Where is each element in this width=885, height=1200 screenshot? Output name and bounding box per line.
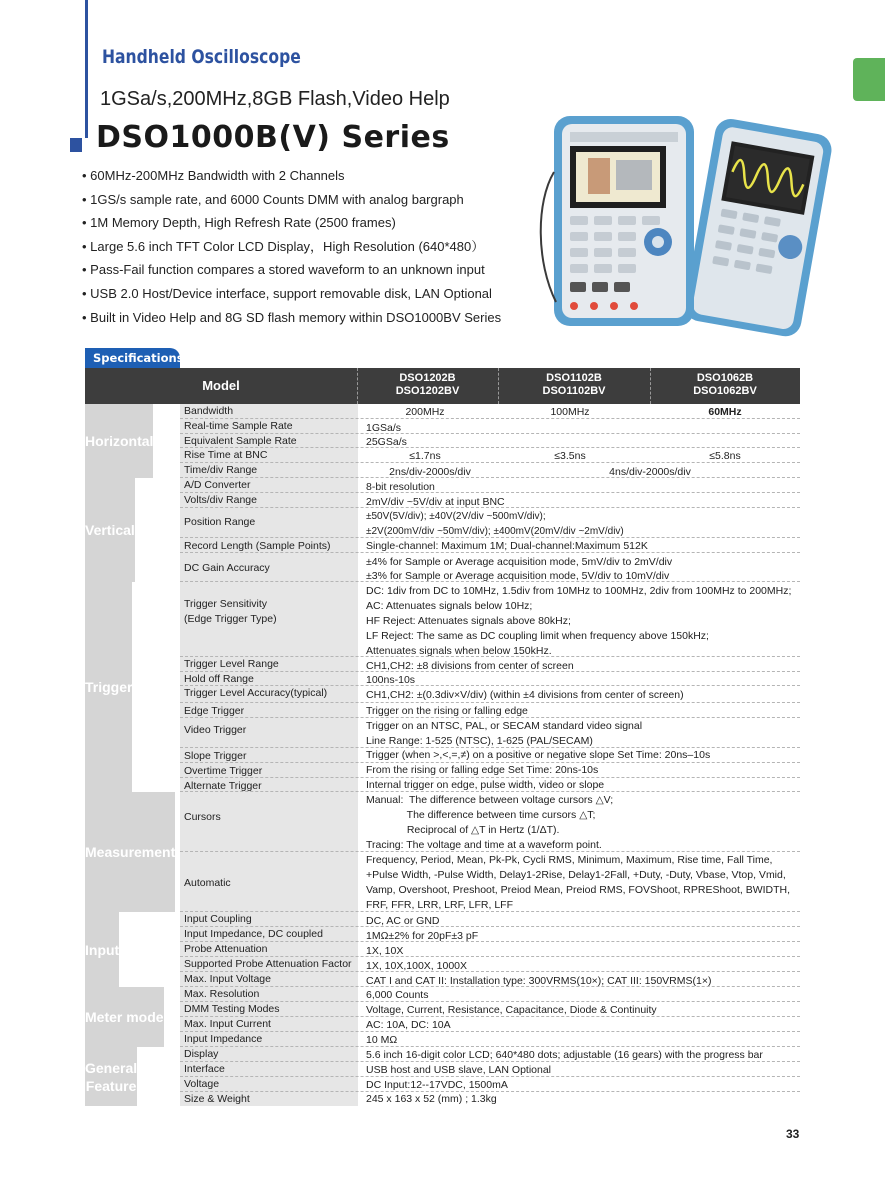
row-value: 1GSa/s bbox=[366, 422, 402, 434]
row-value: 5.6 inch 16-digit color LCD; 640*480 dots; adjustable (16 gears) with the progress bar bbox=[366, 1049, 763, 1061]
table-row bbox=[180, 657, 800, 672]
row-param: Edge Trigger bbox=[184, 705, 245, 717]
feature-item: • Large 5.6 inch TFT Color LCD Display，High Resolution (640*480） bbox=[82, 239, 501, 263]
row-value: CAT I and CAT II: Installation type: 300VRMS(10×); CAT III: 150VRMS(1×) bbox=[366, 975, 712, 987]
table-row bbox=[180, 1077, 800, 1092]
table-row bbox=[180, 1092, 800, 1106]
row-param: Position Range bbox=[184, 516, 256, 528]
table-row bbox=[180, 553, 800, 582]
row-cell: 2ns/div-2000s/div bbox=[389, 466, 471, 478]
table-row bbox=[180, 1062, 800, 1077]
table-row bbox=[180, 748, 800, 763]
row-param: Record Length (Sample Points) bbox=[184, 540, 331, 552]
feature-item: • 1M Memory Depth, High Refresh Rate (2500 frames) bbox=[82, 215, 501, 239]
row-param: DMM Testing Modes bbox=[184, 1003, 280, 1015]
group-general-feature: General Feature bbox=[85, 1047, 137, 1106]
table-row bbox=[180, 1017, 800, 1032]
table-row bbox=[180, 434, 800, 448]
table-row bbox=[180, 942, 800, 957]
row-value: 245 x 163 x 52 (mm) ; 1.3kg bbox=[366, 1093, 497, 1105]
row-value: CH1,CH2: ±8 divisions from center of screen bbox=[366, 660, 574, 672]
table-row bbox=[180, 493, 800, 508]
row-param: DC Gain Accuracy bbox=[184, 562, 270, 574]
group-trigger: Trigger bbox=[85, 582, 132, 792]
feature-item: • Built in Video Help and 8G SD flash memory within DSO1000BV Series bbox=[82, 310, 501, 334]
row-value: USB host and USB slave, LAN Optional bbox=[366, 1064, 552, 1076]
row-value: 25GSa/s bbox=[366, 436, 407, 448]
row-param: Overtime Trigger bbox=[184, 765, 263, 777]
row-value: 1X, 10X bbox=[366, 945, 404, 957]
row-param: Input Impedance bbox=[184, 1033, 263, 1045]
row-value: 2mV/div ~5V/div at input BNC bbox=[366, 496, 505, 508]
row-value: 6,000 Counts bbox=[366, 989, 429, 1001]
row-param: Equivalent Sample Rate bbox=[184, 435, 297, 447]
table-row bbox=[180, 763, 800, 778]
model-column-header: DSO1202B DSO1202BV bbox=[395, 372, 460, 397]
row-value: Trigger (when >,<,=,≠) on a positive or negative slope Set Time: 20ns–10s bbox=[366, 749, 711, 761]
row-value: From the rising or falling edge Set Time: 20ns-10s bbox=[366, 764, 599, 776]
row-param: Bandwidth bbox=[184, 405, 234, 417]
group-horizontal: Horizontal bbox=[85, 404, 153, 478]
model-column-header: DSO1102B DSO1102BV bbox=[542, 372, 606, 397]
row-value: 1X, 10X,100X, 1000X bbox=[366, 960, 467, 972]
row-value: 100ns-10s bbox=[366, 674, 416, 686]
table-row bbox=[180, 792, 800, 852]
product-subtitle: 1GSa/s,200MHz,8GB Flash,Video Help bbox=[100, 88, 450, 110]
page-number: 33 bbox=[786, 1127, 800, 1141]
row-cell: ≤1.7ns bbox=[409, 450, 441, 462]
group-input: Input bbox=[85, 912, 119, 987]
row-param: Size & Weight bbox=[184, 1093, 250, 1105]
oscilloscope-product-photo bbox=[532, 112, 832, 344]
table-row bbox=[180, 957, 800, 972]
row-value: 8-bit resolution bbox=[366, 481, 435, 493]
row-value: Trigger on the rising or falling edge bbox=[366, 705, 528, 717]
row-param: Time/div Range bbox=[184, 464, 258, 476]
row-param: Trigger Level Accuracy(typical) bbox=[184, 687, 328, 699]
table-row bbox=[180, 852, 800, 912]
row-cell: 200MHz bbox=[405, 406, 445, 418]
row-value: DC, AC or GND bbox=[366, 915, 440, 927]
table-row bbox=[180, 1002, 800, 1017]
row-param: Voltage bbox=[184, 1078, 220, 1090]
table-row bbox=[180, 538, 800, 553]
row-value: Single-channel: Maximum 1M; Dual-channel:Maximum 512K bbox=[366, 540, 648, 552]
row-cell: 4ns/div-2000s/div bbox=[609, 466, 691, 478]
table-row bbox=[180, 1032, 800, 1047]
feature-item: • 60MHz-200MHz Bandwidth with 2 Channels bbox=[82, 168, 501, 192]
row-param: Real-time Sample Rate bbox=[184, 420, 293, 432]
model-header: Model bbox=[202, 378, 240, 393]
row-value: CH1,CH2: ±(0.3div×V/div) (within ±4 divisions from center of screen) bbox=[366, 689, 684, 701]
specifications-tab: Specifications bbox=[85, 348, 180, 368]
row-param: Rise Time at BNC bbox=[184, 449, 268, 461]
row-cell: ≤3.5ns bbox=[554, 450, 586, 462]
row-param: Input Impedance, DC coupled bbox=[184, 928, 323, 940]
row-param: Supported Probe Attenuation Factor bbox=[184, 958, 352, 970]
row-param: Max. Resolution bbox=[184, 988, 260, 1000]
section-tab-marker bbox=[853, 58, 885, 101]
row-value: Trigger on an NTSC, PAL, or SECAM standard video signal Line Range: 1-525 (NTSC), 1-625 (PAL/SECAM) bbox=[366, 720, 643, 747]
table-row bbox=[180, 419, 800, 434]
row-param: Hold off Range bbox=[184, 673, 254, 685]
row-param: A/D Converter bbox=[184, 479, 251, 491]
row-value: ±50V(5V/div); ±40V(2V/div ~500mV/div); ±2V(200mV/div ~50mV/div); ±400mV(20mV/div ~2mV/div) bbox=[366, 511, 624, 537]
table-row bbox=[180, 703, 800, 718]
row-param: Interface bbox=[184, 1063, 225, 1075]
row-value: Frequency, Period, Mean, Pk-Pk, Cycli RMS, Minimum, Maximum, Rise time, Fall Time, +Pulse Width, -Pulse Width, Delay1-2Rise, Delay1-2Fall, +Duty, -Duty, Vbase, Vtop, Vmid, Vamp, Overshoot, Preshoot, Preiod Mean, Preiod RMS, FOVShoot, RPREShoot, BWIDTH, FRF, FFR, LRR, LRF, LFR, LFF bbox=[366, 854, 791, 911]
group-vertical: Vertical bbox=[85, 478, 135, 582]
table-row bbox=[180, 718, 800, 748]
row-value: Manual: The difference between voltage cursors △V; The difference between time cursors △T; Reciprocal of △T in Hertz (1/ΔT). Tracing: The voltage and time at a waveform point. bbox=[366, 794, 614, 851]
row-param: Display bbox=[184, 1048, 219, 1060]
category-title: Handheld Oscilloscope bbox=[102, 46, 301, 68]
table-row bbox=[180, 972, 800, 987]
model-column-header: DSO1062B DSO1062BV bbox=[693, 372, 757, 397]
feature-item: • Pass-Fail function compares a stored waveform to an unknown input bbox=[82, 262, 501, 286]
accent-square bbox=[70, 138, 82, 152]
row-param: Cursors bbox=[184, 811, 221, 823]
row-value: Voltage, Current, Resistance, Capacitance, Diode & Continuity bbox=[366, 1004, 657, 1016]
table-row bbox=[180, 582, 800, 657]
table-row bbox=[180, 1047, 800, 1062]
row-value: ±4% for Sample or Average acquisition mode, 5mV/div to 2mV/div ±3% for Sample or Average acquisition mode, 5V/div to 10mV/div bbox=[366, 556, 673, 582]
row-value: 10 MΩ bbox=[366, 1034, 398, 1046]
row-value: Internal trigger on edge, pulse width, video or slope bbox=[366, 779, 605, 791]
accent-vertical-line bbox=[85, 0, 88, 138]
table-row bbox=[180, 404, 800, 419]
row-value: DC Input:12--17VDC, 1500mA bbox=[366, 1079, 508, 1091]
table-row bbox=[180, 927, 800, 942]
row-cell: ≤5.8ns bbox=[709, 450, 741, 462]
table-row bbox=[180, 463, 800, 478]
group-meter-mode: Meter mode bbox=[85, 987, 164, 1047]
row-param: Video Trigger bbox=[184, 724, 247, 736]
table-row bbox=[180, 987, 800, 1002]
row-param: Volts/div Range bbox=[184, 494, 257, 506]
feature-item: • 1GS/s sample rate, and 6000 Counts DMM with analog bargraph bbox=[82, 192, 501, 216]
row-param: Automatic bbox=[184, 877, 231, 889]
series-title: DSO1000B(V) Series bbox=[96, 120, 450, 155]
table-row bbox=[180, 912, 800, 927]
table-header bbox=[85, 368, 800, 404]
row-value: 1MΩ±2% for 20pF±3 pF bbox=[366, 930, 479, 942]
table-row bbox=[180, 448, 800, 463]
row-cell: 60MHz bbox=[708, 406, 742, 418]
row-param: Alternate Trigger bbox=[184, 780, 262, 792]
row-param: Probe Attenuation bbox=[184, 943, 268, 955]
feature-item: • USB 2.0 Host/Device interface, support removable disk, LAN Optional bbox=[82, 286, 501, 310]
table-row bbox=[180, 686, 800, 703]
table-row bbox=[180, 508, 800, 538]
row-param: Max. Input Voltage bbox=[184, 973, 271, 985]
row-param: Slope Trigger bbox=[184, 750, 247, 762]
row-param: Input Coupling bbox=[184, 913, 252, 925]
table-row bbox=[180, 478, 800, 493]
row-param: Trigger Level Range bbox=[184, 658, 279, 670]
row-param: Max. Input Current bbox=[184, 1018, 271, 1030]
row-param: Trigger Sensitivity (Edge Trigger Type) bbox=[184, 598, 277, 625]
table-row bbox=[180, 672, 800, 686]
group-measurement: Measurement bbox=[85, 792, 175, 912]
row-value: AC: 10A, DC: 10A bbox=[366, 1019, 451, 1031]
feature-list bbox=[82, 168, 501, 333]
row-value: DC: 1div from DC to 10MHz, 1.5div from 10MHz to 100MHz, 2div from 100MHz to 200MHz; AC: Attenuates signals below 10Hz; HF Reject: Attenuates signals above 80kHz; LF Reject: The same as DC coupling limit when frequency above 150kHz; Attenuates signals when below 150kHz. bbox=[366, 585, 792, 657]
row-cell: 100MHz bbox=[550, 406, 590, 418]
table-row bbox=[180, 778, 800, 792]
